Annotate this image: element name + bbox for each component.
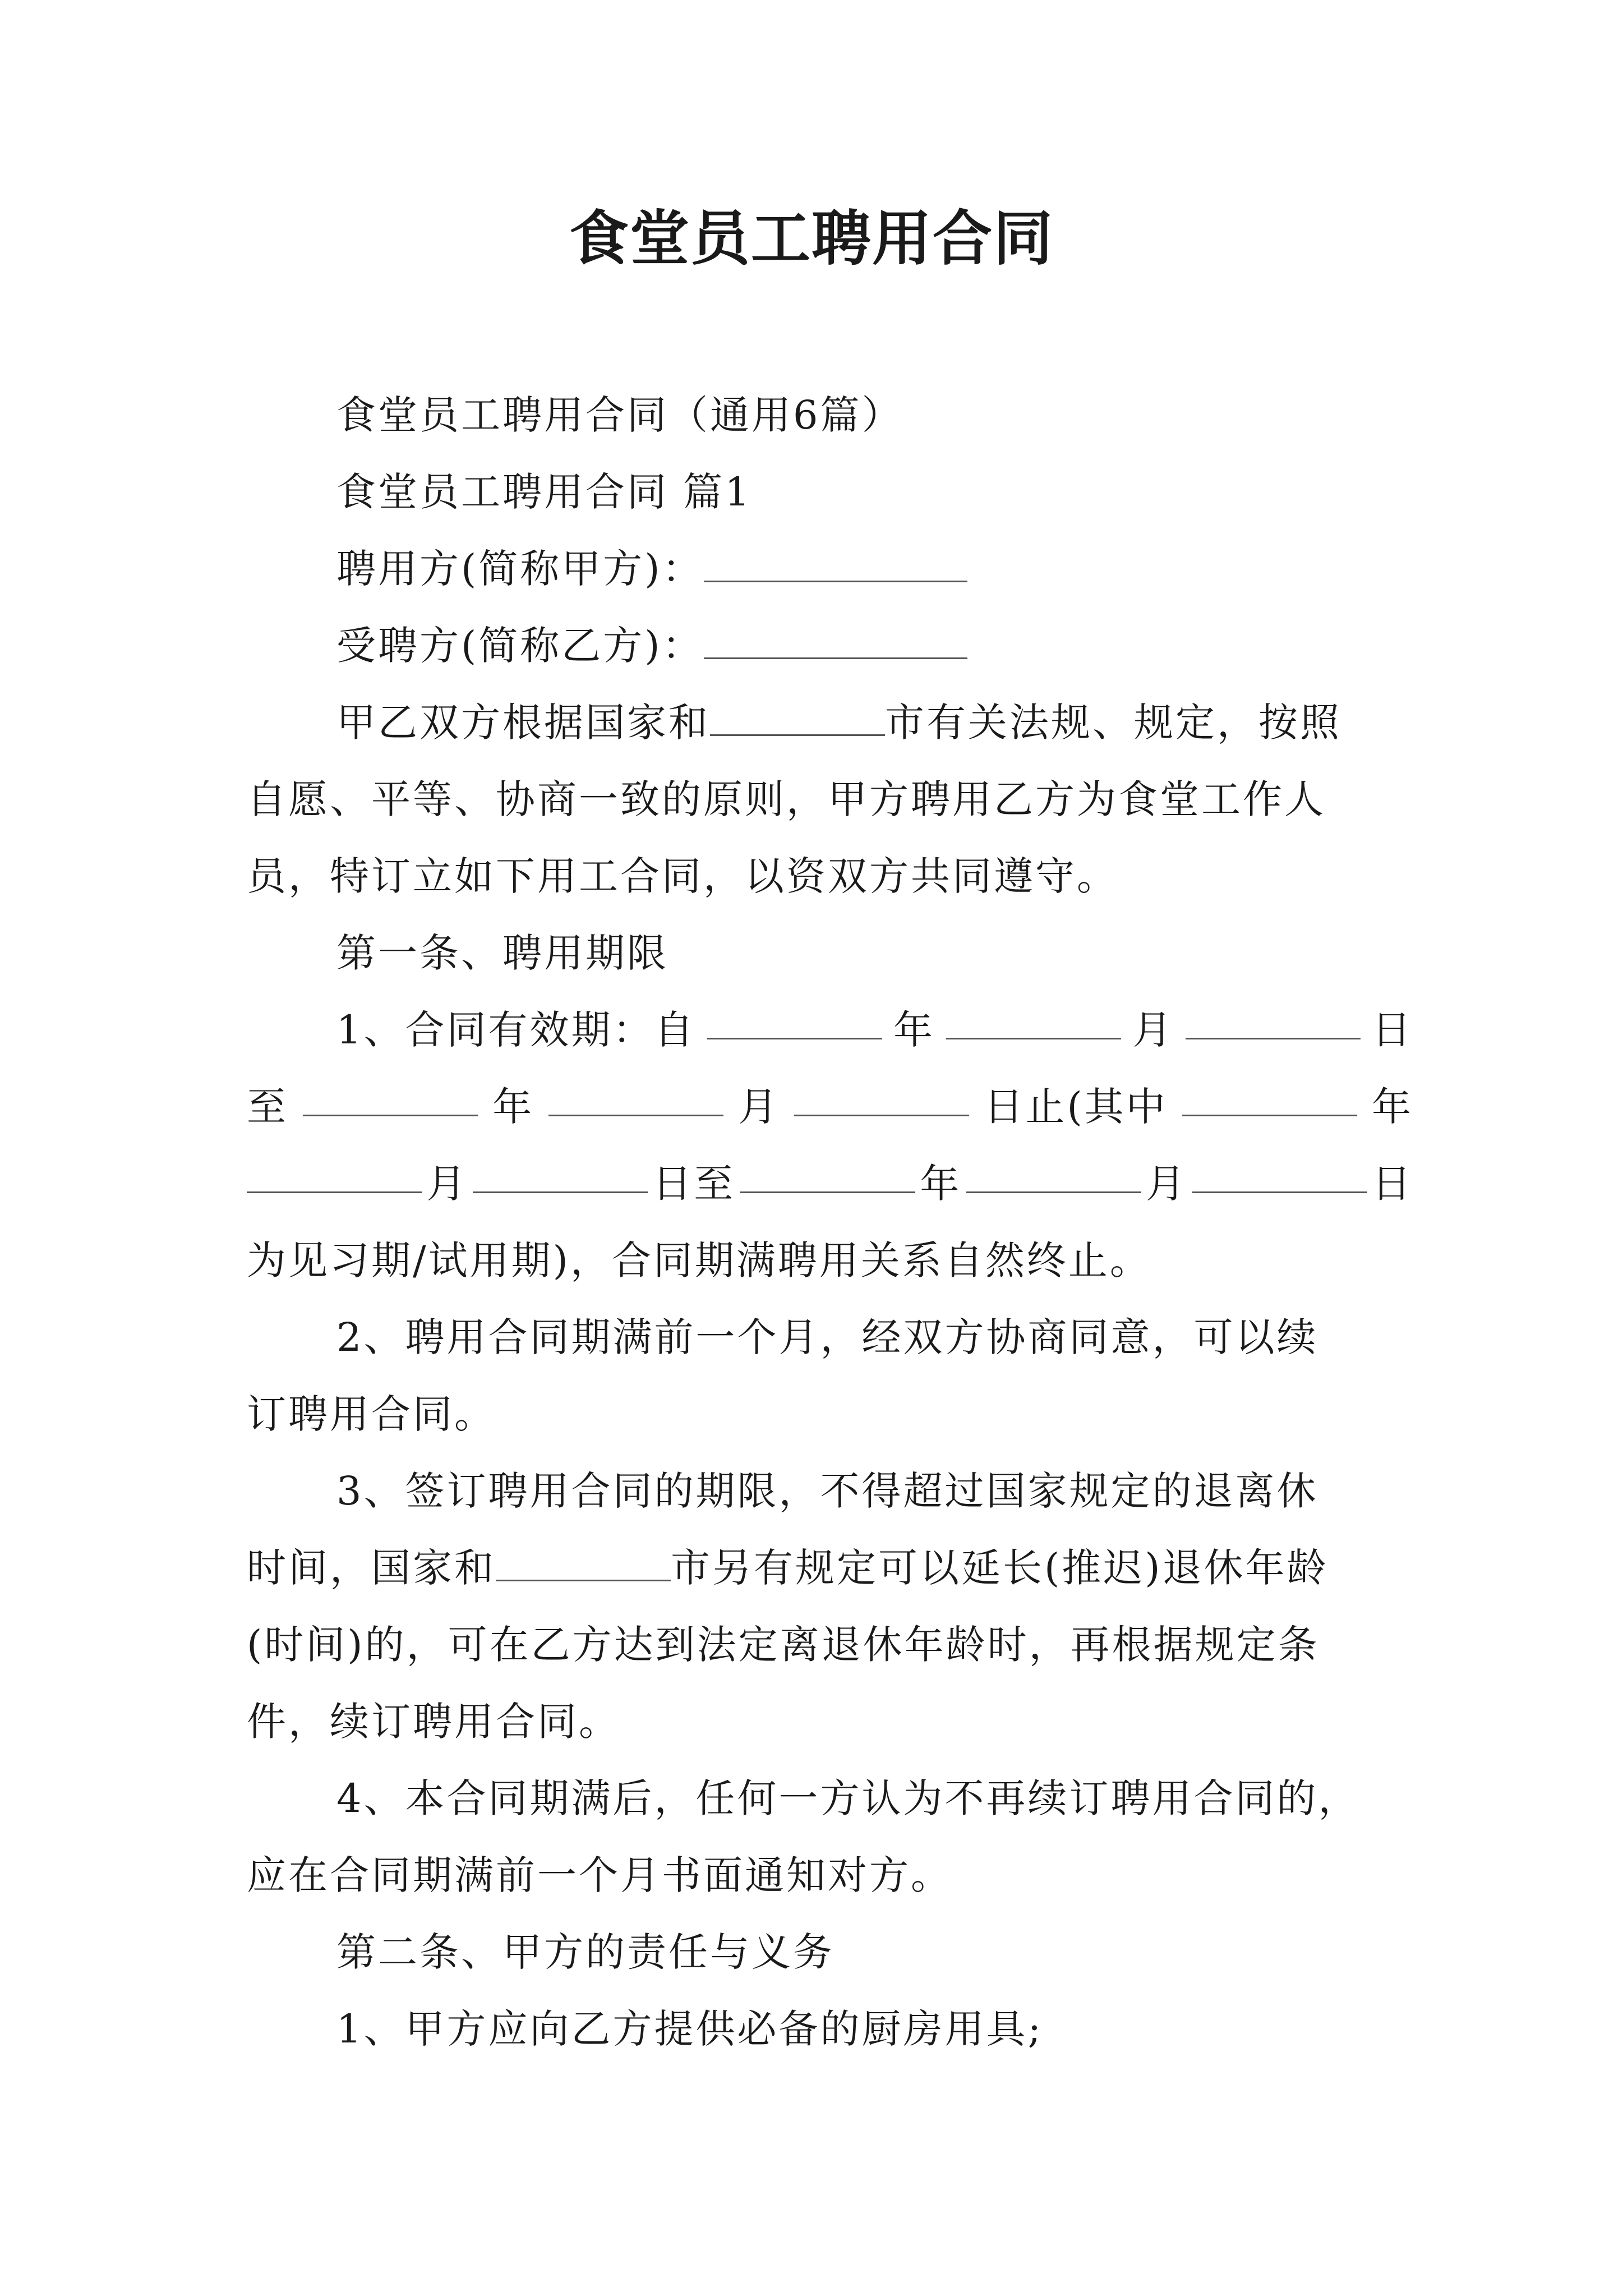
date-blank (740, 1156, 915, 1193)
item-3-line-4: 件，续订聘用合同。 (247, 1699, 620, 1745)
date-blank (946, 1002, 1121, 1039)
date-blank (966, 1156, 1141, 1193)
article-2-heading: 第二条、甲方的责任与义务 (336, 1929, 834, 1975)
year-label: 年 (492, 1084, 534, 1130)
intro-text: 甲乙双方根据国家和 (336, 700, 710, 746)
date-blank (548, 1079, 723, 1116)
term-label: 1、合同有效期：自 (336, 1007, 696, 1053)
item-2-line-2: 订聘用合同。 (247, 1391, 496, 1437)
section-heading: 食堂员工聘用合同 篇1 (336, 469, 752, 515)
month-label: 月 (1146, 1161, 1188, 1207)
item-4-line-1: 4、本合同期满后，任何一方认为不再续订聘用合同的， (336, 1775, 1360, 1821)
date-blank (1192, 1156, 1367, 1193)
item-3-text: 市另有规定可以延长(推迟)退休年龄 (671, 1545, 1329, 1591)
term-line-4: 为见习期/试用期)，合同期满聘用关系自然终止。 (247, 1237, 1151, 1283)
intro-line-1 (336, 694, 1413, 751)
day-label: 日 (1371, 1007, 1413, 1053)
party-a-label: 聘用方(简称甲方)： (336, 546, 704, 592)
date-blank (707, 1002, 882, 1039)
year-label: 年 (920, 1161, 962, 1207)
item-3-line-3: (时间)的，可在乙方达到法定离退休年龄时，再根据规定条 (247, 1622, 1320, 1668)
intro-text: 市有关法规、规定，按照 (885, 700, 1341, 746)
item-4-line-2: 应在合同期满前一个月书面通知对方。 (247, 1852, 952, 1898)
date-blank (1182, 1079, 1357, 1116)
party-b-blank (704, 622, 967, 659)
day-to-label: 日至 (652, 1161, 736, 1207)
party-a-blank (704, 545, 967, 582)
term-line-2 (247, 1079, 1413, 1135)
term-line-3 (247, 1156, 1413, 1212)
party-b-label: 受聘方(简称乙方)： (336, 623, 704, 669)
day-label: 日 (1371, 1161, 1413, 1207)
to-label: 至 (247, 1084, 288, 1130)
date-blank (247, 1156, 422, 1193)
document-subtitle: 食堂员工聘用合同（通用6篇） (336, 392, 903, 438)
party-b-line (336, 618, 1413, 674)
city-blank (710, 698, 885, 736)
city-blank (496, 1544, 671, 1581)
date-blank (794, 1079, 969, 1116)
date-blank (473, 1156, 648, 1193)
document-title: 食堂员工聘用合同 (569, 203, 1054, 273)
party-a-line (336, 541, 1413, 597)
until-label: 日止(其中 (984, 1084, 1168, 1130)
year-label: 年 (893, 1007, 935, 1053)
year-label: 年 (1371, 1084, 1413, 1130)
date-blank (303, 1079, 478, 1116)
intro-line-2: 自愿、平等、协商一致的原则，甲方聘用乙方为食堂工作人 (247, 776, 1326, 822)
article-2-item-1: 1、甲方应向乙方提供必备的厨房用具; (336, 2006, 1044, 2052)
month-label: 月 (426, 1161, 468, 1207)
article-1-heading: 第一条、聘用期限 (336, 930, 668, 976)
item-3-text: 时间，国家和 (247, 1545, 496, 1591)
date-blank (1186, 1002, 1361, 1039)
month-label: 月 (738, 1084, 780, 1130)
intro-line-3: 员，特订立如下用工合同，以资双方共同遵守。 (247, 853, 1118, 899)
item-3-line-1: 3、签订聘用合同的期限，不得超过国家规定的退离休 (336, 1468, 1318, 1514)
month-label: 月 (1132, 1007, 1174, 1053)
term-line-1 (336, 1002, 1413, 1058)
item-2-line-1: 2、聘用合同期满前一个月，经双方协商同意，可以续 (336, 1314, 1318, 1360)
item-3-line-2 (247, 1540, 1413, 1596)
